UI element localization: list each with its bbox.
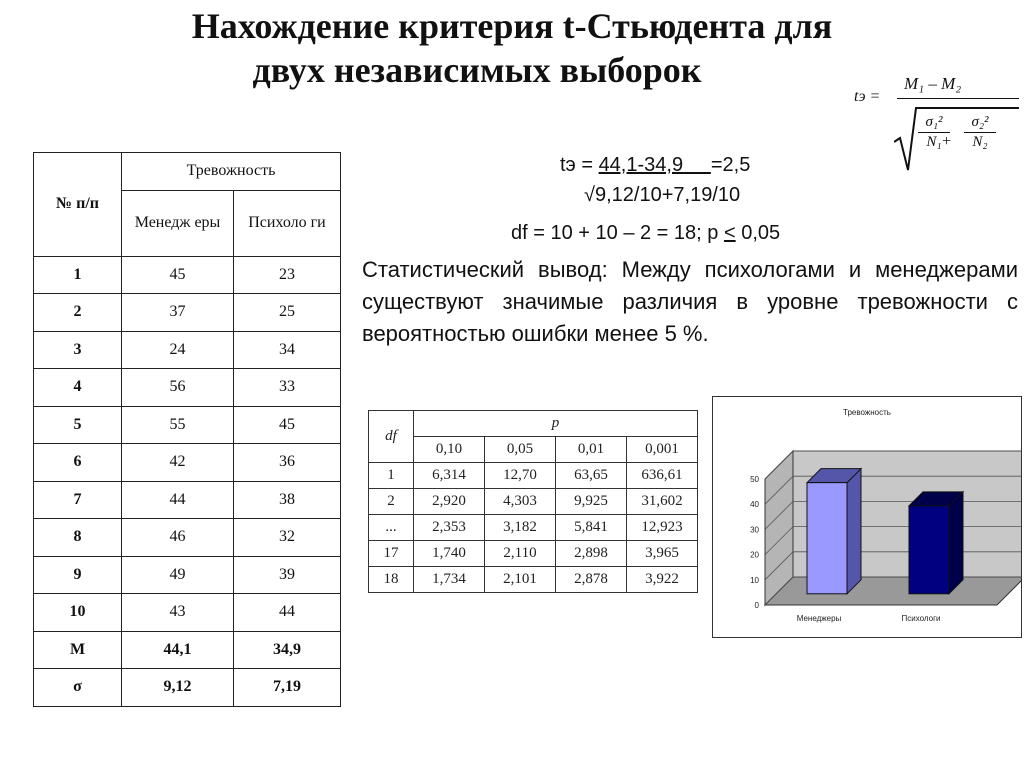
managers-value: 43 xyxy=(122,594,234,632)
crit-t-value: 3,922 xyxy=(627,567,698,593)
bar-side xyxy=(949,492,963,594)
sd-label: σ xyxy=(34,669,122,707)
chart-title: Тревожность xyxy=(843,408,891,417)
managers-value: 49 xyxy=(122,556,234,594)
crit-df-value: 18 xyxy=(369,567,414,593)
table-row xyxy=(34,256,341,294)
table-row xyxy=(34,331,341,369)
crit-p-value: 0,10 xyxy=(414,437,485,463)
managers-value: 24 xyxy=(122,331,234,369)
crit-row xyxy=(369,567,698,593)
psychologists-value: 33 xyxy=(234,369,341,407)
crit-t-value: 636,61 xyxy=(627,463,698,489)
calc-line-1: tэ = 44,1-34,9 =2,5 xyxy=(560,154,751,176)
crit-t-value: 2,878 xyxy=(556,567,627,593)
critical-values-table xyxy=(368,410,698,593)
formula-fraction-bar xyxy=(897,98,1019,99)
bar-1 xyxy=(807,483,847,594)
managers-value: 46 xyxy=(122,519,234,557)
row-number: 4 xyxy=(34,369,122,407)
crit-df-value: 2 xyxy=(369,489,414,515)
y-tick-label: 0 xyxy=(754,601,759,610)
anxiety-bar-chart xyxy=(712,396,1022,638)
crit-p-value: 0,05 xyxy=(485,437,556,463)
y-tick-label: 40 xyxy=(750,500,759,510)
crit-t-value: 6,314 xyxy=(414,463,485,489)
y-tick-label: 30 xyxy=(750,525,759,535)
calc-line-2: √9,12/10+7,19/10 xyxy=(584,184,741,206)
psychologists-value: 36 xyxy=(234,444,341,482)
table-row xyxy=(34,444,341,482)
x-tick-label: Менеджеры xyxy=(796,614,842,623)
crit-t-value: 31,602 xyxy=(627,489,698,515)
y-tick-label: 10 xyxy=(750,575,759,585)
crit-t-value: 5,841 xyxy=(556,515,627,541)
table-row xyxy=(34,369,341,407)
psychologists-value: 25 xyxy=(234,294,341,332)
anxiety-data-table xyxy=(33,152,341,707)
crit-t-value: 63,65 xyxy=(556,463,627,489)
mean-psychologists: 34,9 xyxy=(234,631,341,669)
formula-sigma-2: σ₂² xyxy=(971,114,989,130)
x-tick-label: Психологи xyxy=(901,614,941,623)
row-number: 8 xyxy=(34,519,122,557)
y-tick-label: 50 xyxy=(750,475,759,484)
crit-t-value: 12,923 xyxy=(627,515,698,541)
row-number: 5 xyxy=(34,406,122,444)
bar-2 xyxy=(909,506,949,594)
managers-value: 37 xyxy=(122,294,234,332)
table-row xyxy=(34,481,341,519)
psychologists-value: 45 xyxy=(234,406,341,444)
crit-row xyxy=(369,515,698,541)
col-number-header: № п/п xyxy=(34,153,122,257)
sqrt-sign-icon xyxy=(894,104,1019,172)
psychologists-value: 34 xyxy=(234,331,341,369)
row-number: 3 xyxy=(34,331,122,369)
managers-value: 44 xyxy=(122,481,234,519)
psychologists-value: 38 xyxy=(234,481,341,519)
managers-value: 45 xyxy=(122,256,234,294)
col-managers-header: Менедж еры xyxy=(122,190,234,256)
crit-df-value: ... xyxy=(369,515,414,541)
row-number: 9 xyxy=(34,556,122,594)
psychologists-value: 23 xyxy=(234,256,341,294)
crit-t-value: 2,101 xyxy=(485,567,556,593)
formula-n-1: N₁ xyxy=(926,134,942,150)
calc-numerator: 44,1-34,9 xyxy=(598,154,711,176)
row-number: 1 xyxy=(34,256,122,294)
crit-t-value: 1,740 xyxy=(414,541,485,567)
sd-managers: 9,12 xyxy=(122,669,234,707)
crit-df-header: df xyxy=(369,411,414,463)
crit-p-value: 0,001 xyxy=(627,437,698,463)
managers-value: 42 xyxy=(122,444,234,482)
psychologists-value: 39 xyxy=(234,556,341,594)
crit-row xyxy=(369,541,698,567)
crit-df-value: 17 xyxy=(369,541,414,567)
crit-t-value: 2,920 xyxy=(414,489,485,515)
mean-label: М xyxy=(34,631,122,669)
table-row xyxy=(34,594,341,632)
formula-plus: + xyxy=(942,133,952,150)
crit-t-value: 2,110 xyxy=(485,541,556,567)
formula-n-2: N₂ xyxy=(972,134,988,150)
crit-p-value: 0,01 xyxy=(556,437,627,463)
calc-line-3: df = 10 + 10 – 2 = 18; p < 0,05 xyxy=(511,222,781,244)
chart-floor xyxy=(765,577,1021,605)
formula-sigma-1: σ₁² xyxy=(925,114,943,130)
statistical-conclusion: Статистический вывод: Между психологами и менеджерами существуют значимые различия в уровне тревожности с вероятностью ошибки менее 5 %. xyxy=(362,257,1018,346)
sd-psychologists: 7,19 xyxy=(234,669,341,707)
row-number: 10 xyxy=(34,594,122,632)
managers-value: 55 xyxy=(122,406,234,444)
crit-row xyxy=(369,463,698,489)
crit-t-value: 2,898 xyxy=(556,541,627,567)
title-line-1: Нахождение критерия t-Стьюдента для xyxy=(191,6,833,46)
mean-managers: 44,1 xyxy=(122,631,234,669)
crit-t-value: 3,965 xyxy=(627,541,698,567)
crit-row xyxy=(369,489,698,515)
formula-term-2 xyxy=(964,114,996,151)
formula-numerator: M₁ – M₂ xyxy=(904,74,962,93)
table-row xyxy=(34,556,341,594)
crit-t-value: 4,303 xyxy=(485,489,556,515)
crit-t-value: 9,925 xyxy=(556,489,627,515)
crit-t-value: 1,734 xyxy=(414,567,485,593)
col-psychologists-header: Психоло ги xyxy=(234,190,341,256)
crit-t-value: 12,70 xyxy=(485,463,556,489)
crit-t-value: 2,353 xyxy=(414,515,485,541)
managers-value: 56 xyxy=(122,369,234,407)
t-student-formula xyxy=(852,70,1022,175)
chart-canvas xyxy=(713,397,1021,637)
crit-p-header: p xyxy=(414,411,698,437)
crit-t-value: 3,182 xyxy=(485,515,556,541)
table-row xyxy=(34,406,341,444)
group-header: Тревожность xyxy=(122,153,341,191)
table-row xyxy=(34,294,341,332)
row-number: 6 xyxy=(34,444,122,482)
bar-side xyxy=(847,469,861,594)
formula-lhs: tэ = xyxy=(854,88,881,105)
row-number: 2 xyxy=(34,294,122,332)
row-number: 7 xyxy=(34,481,122,519)
crit-df-value: 1 xyxy=(369,463,414,489)
psychologists-value: 44 xyxy=(234,594,341,632)
psychologists-value: 32 xyxy=(234,519,341,557)
y-tick-label: 20 xyxy=(750,550,759,560)
table-row xyxy=(34,519,341,557)
title-line-2: двух независимых выборок xyxy=(252,50,702,90)
